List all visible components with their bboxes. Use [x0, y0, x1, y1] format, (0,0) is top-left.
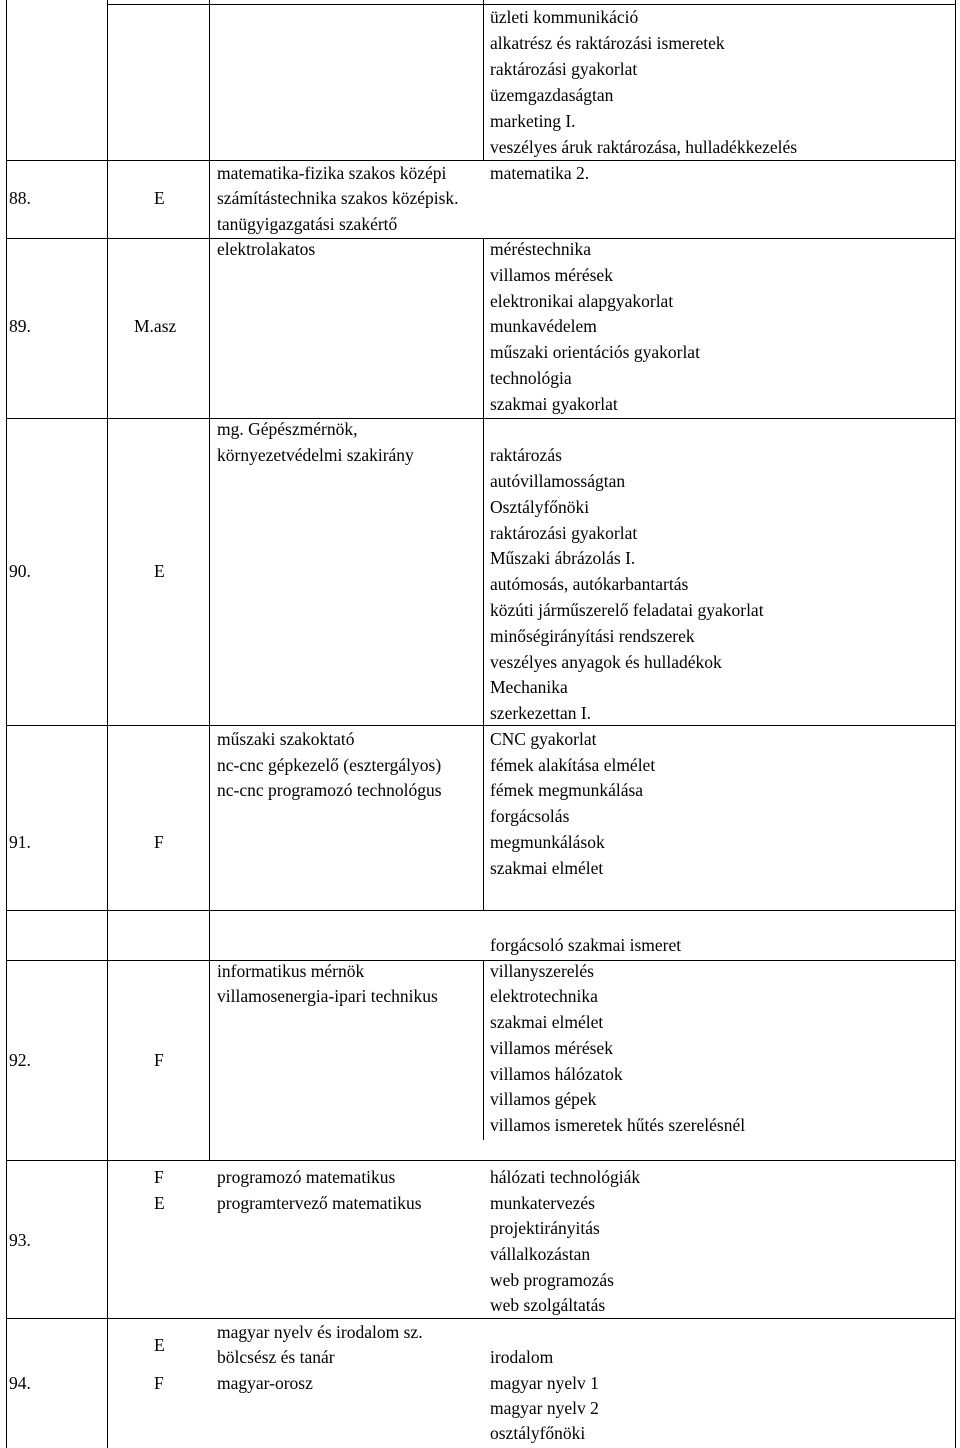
subject-cell: minőségirányítási rendszerek	[490, 626, 695, 646]
subject-cell: alkatrész és raktározási ismeretek	[490, 33, 725, 53]
grid-line	[6, 960, 955, 961]
subject-cell: üzleti kommunikáció	[490, 7, 639, 27]
subject-cell: raktározás	[490, 445, 562, 465]
grid-line	[6, 1160, 955, 1161]
grid-line	[6, 1318, 955, 1319]
subject-cell: autóvillamosságtan	[490, 471, 626, 491]
subject-cell: villanyszerelés	[490, 961, 594, 981]
subject-cell: Műszaki ábrázolás I.	[490, 548, 636, 568]
qualification-cell: bölcsész és tanár	[217, 1347, 335, 1367]
grid-line	[955, 0, 956, 1448]
row-number: 91.	[9, 832, 31, 852]
row-number: 90.	[9, 561, 31, 581]
grid-line	[6, 910, 955, 911]
grid-line	[107, 0, 108, 1448]
subject-cell: elektrotechnika	[490, 986, 598, 1006]
grid-line	[6, 238, 955, 239]
subject-cell: villamos ismeretek hűtés szerelésnél	[490, 1115, 746, 1135]
row-type: F	[154, 1373, 164, 1393]
qualification-cell: programozó matematikus	[217, 1167, 396, 1187]
subject-cell: közúti járműszerelő feladatai gyakorlat	[490, 600, 764, 620]
subject-cell: web programozás	[490, 1270, 614, 1290]
qualification-cell: számítástechnika szakos középisk.	[217, 188, 459, 208]
subject-cell: magyar nyelv 1	[490, 1373, 599, 1393]
subject-cell: villamos gépek	[490, 1089, 597, 1109]
row-type: F	[154, 1167, 164, 1187]
subject-cell: raktározási gyakorlat	[490, 523, 638, 543]
row-type: F	[154, 1050, 164, 1070]
subject-cell: szakmai elmélet	[490, 1012, 604, 1032]
subject-cell: autómosás, autókarbantartás	[490, 574, 689, 594]
subject-cell: web szolgáltatás	[490, 1295, 606, 1315]
subject-cell: méréstechnika	[490, 239, 592, 259]
subject-cell: villamos mérések	[490, 265, 613, 285]
qualification-cell: nc-cnc gépkezelő (esztergályos)	[217, 755, 442, 775]
row-type: F	[154, 832, 164, 852]
subject-cell: megmunkálások	[490, 832, 605, 852]
subject-cell: marketing I.	[490, 111, 576, 131]
qualification-cell: műszaki szakoktató	[217, 729, 355, 749]
qualification-cell: villamosenergia-ipari technikus	[217, 986, 438, 1006]
subject-cell: projektirányitás	[490, 1218, 600, 1238]
row-type: M.asz	[134, 316, 177, 336]
grid-line	[6, 418, 955, 419]
qualification-cell: környezetvédelmi szakirány	[217, 445, 414, 465]
subject-cell: magyar nyelv 2	[490, 1398, 599, 1418]
subject-cell: üzemgazdaságtan	[490, 85, 614, 105]
grid-line	[6, 160, 955, 161]
qualification-cell: matematika-fizika szakos középi	[217, 163, 447, 183]
subject-cell: elektronikai alapgyakorlat	[490, 291, 674, 311]
qualification-cell: magyar nyelv és irodalom sz.	[217, 1322, 423, 1342]
row-number: 94.	[9, 1373, 31, 1393]
grid-line	[483, 960, 484, 1140]
qualification-cell: programtervező matematikus	[217, 1193, 422, 1213]
subject-cell: forgácsolás	[490, 806, 570, 826]
row-type: E	[154, 1335, 165, 1355]
subject-cell: műszaki orientációs gyakorlat	[490, 342, 700, 362]
subject-cell: szakmai gyakorlat	[490, 394, 618, 414]
grid-line	[483, 0, 484, 160]
subject-cell: matematika 2.	[490, 163, 590, 183]
row-number: 92.	[9, 1050, 31, 1070]
subject-cell: irodalom	[490, 1347, 554, 1367]
grid-line	[6, 725, 955, 726]
row-type: E	[154, 1193, 165, 1213]
row-type: E	[154, 188, 165, 208]
subject-cell: vállalkozástan	[490, 1244, 591, 1264]
subject-cell: raktározási gyakorlat	[490, 59, 638, 79]
grid-line	[209, 0, 210, 1160]
qualification-cell: nc-cnc programozó technológus	[217, 780, 442, 800]
subject-cell: fémek alakítása elmélet	[490, 755, 656, 775]
subject-cell: technológia	[490, 368, 572, 388]
subject-cell: osztályfőnöki	[490, 1423, 586, 1443]
subject-cell: veszélyes anyagok és hulladékok	[490, 652, 722, 672]
subject-cell: szakmai elmélet	[490, 858, 604, 878]
subject-cell: veszélyes áruk raktározása, hulladékkezelés	[490, 137, 798, 157]
qualification-cell: mg. Gépészmérnök,	[217, 419, 358, 439]
qualification-cell: elektrolakatos	[217, 239, 316, 259]
subject-cell: hálózati technológiák	[490, 1167, 641, 1187]
subject-cell: villamos hálózatok	[490, 1064, 623, 1084]
subject-cell: Osztályfőnöki	[490, 497, 590, 517]
subject-cell: munkatervezés	[490, 1193, 595, 1213]
subject-cell: szerkezettan I.	[490, 703, 592, 723]
subject-cell: fémek megmunkálása	[490, 780, 644, 800]
subject-cell: CNC gyakorlat	[490, 729, 597, 749]
row-number: 89.	[9, 316, 31, 336]
row-type: E	[154, 561, 165, 581]
grid-line	[483, 238, 484, 910]
grid-line	[6, 0, 7, 1448]
qualification-cell: magyar-orosz	[217, 1373, 313, 1393]
subject-cell: villamos mérések	[490, 1038, 613, 1058]
row-number: 93.	[9, 1230, 31, 1250]
qualification-cell: tanügyigazgatási szakértő	[217, 214, 398, 234]
qualification-cell: informatikus mérnök	[217, 961, 365, 981]
grid-line	[107, 4, 955, 5]
subject-cell: forgácsoló szakmai ismeret	[490, 935, 682, 955]
subject-cell: munkavédelem	[490, 316, 597, 336]
subject-cell: Mechanika	[490, 677, 568, 697]
row-number: 88.	[9, 188, 31, 208]
